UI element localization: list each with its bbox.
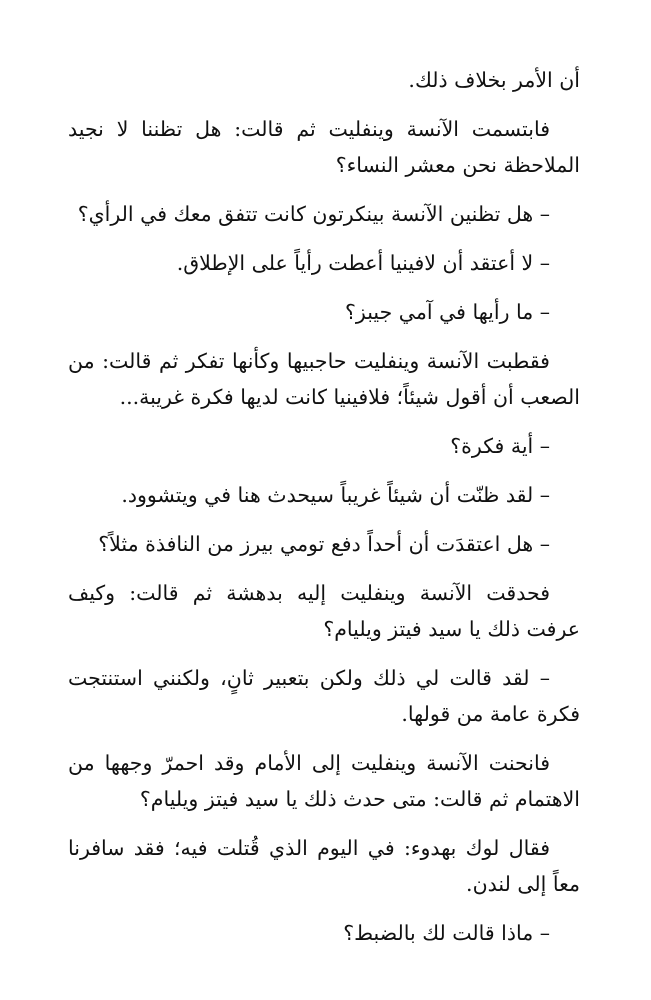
- dialogue-line: – هل تظنين الآنسة بينكرتون كانت تتفق معك في الرأي؟: [77, 202, 550, 226]
- dialogue-line: – لقد قالت لي ذلك ولكن بتعبير ثانٍ، ولكنني استنتجت فكرة عامة من قولها.: [68, 666, 580, 726]
- paragraph: فقطبت الآنسة وينفليت حاجبيها وكأنها تفكر ثم قالت: من الصعب أن أقول شيئاً؛ فلافينيا كانت لديها فكرة غريبة...: [68, 349, 580, 409]
- dialogue-line: – ماذا قالت لك بالضبط؟: [343, 921, 550, 945]
- dialogue-line: – لا أعتقد أن لافينيا أعطت رأياً على الإطلاق.: [176, 251, 550, 275]
- dialogue-line: – ما رأيها في آمي جيبز؟: [345, 300, 550, 324]
- paragraph: فانحنت الآنسة وينفليت إلى الأمام وقد احمرّ وجهها من الاهتمام ثم قالت: متى حدث ذلك يا سيد فيتز ويليام؟: [68, 751, 580, 811]
- dialogue-line: – أية فكرة؟: [450, 434, 550, 458]
- dialogue-line: – لقد ظنّت أن شيئاً غريباً سيحدث هنا في ويتشوود.: [121, 483, 550, 507]
- dialogue-line: – هل اعتقدَت أن أحداً دفع تومي بيرز من النافذة مثلاً؟: [98, 532, 550, 556]
- paragraph: أن الأمر بخلاف ذلك.: [408, 68, 580, 92]
- paragraph: فحدقت الآنسة وينفليت إليه بدهشة ثم قالت: وكيف عرفت ذلك يا سيد فيتز ويليام؟: [68, 581, 580, 641]
- paragraph: فقال لوك بهدوء: في اليوم الذي قُتلت فيه؛ فقد سافرنا معاً إلى لندن.: [68, 836, 580, 896]
- paragraph: فابتسمت الآنسة وينفليت ثم قالت: هل تظننا لا نجيد الملاحظة نحن معشر النساء؟: [68, 117, 580, 177]
